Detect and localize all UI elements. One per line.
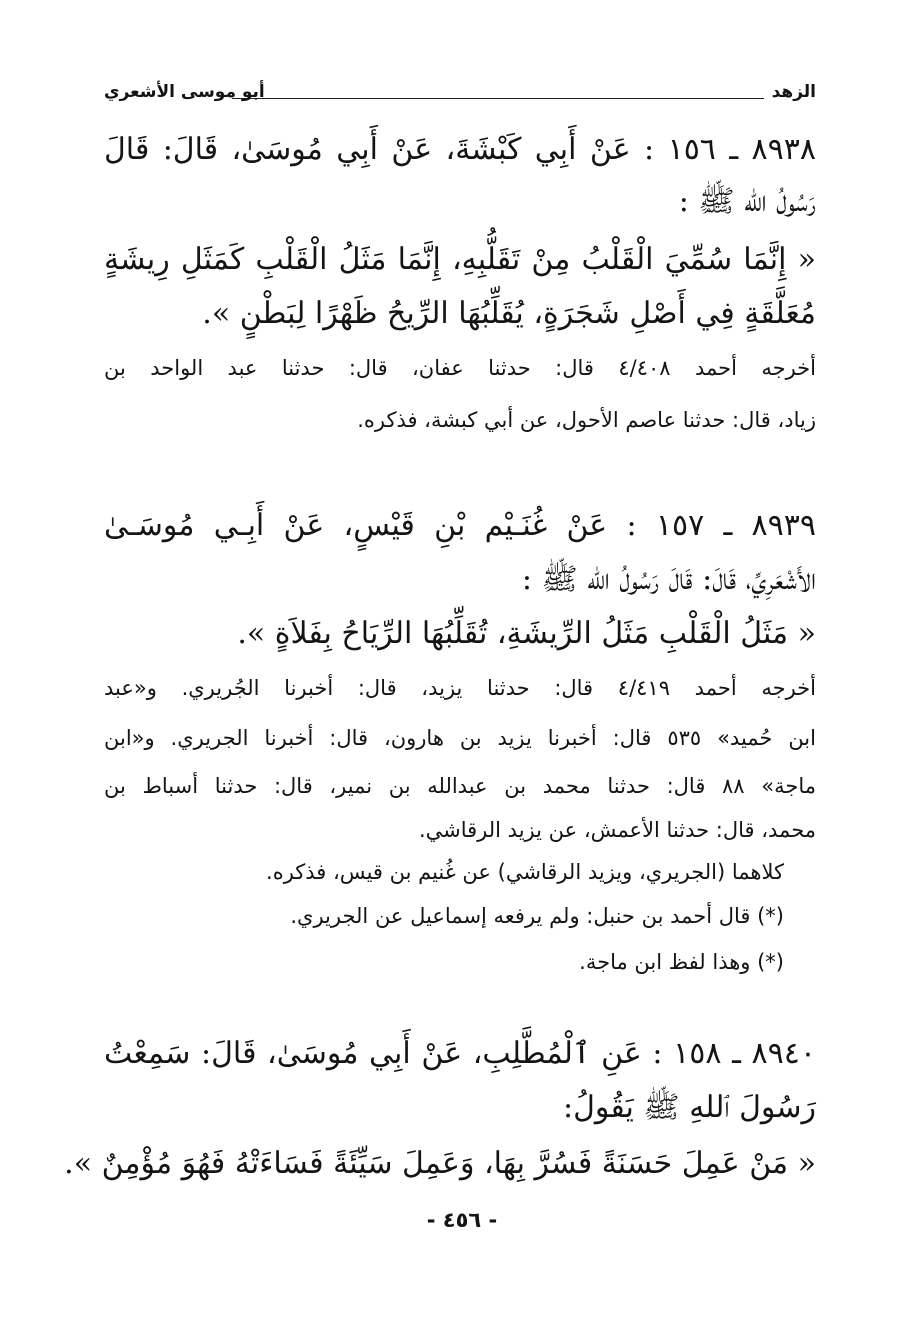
header-rule <box>232 98 764 99</box>
hadith-8939-line-1: ٨٩٣٩ ـ ١٥٧ : عَنْ غُنَـيْم بْنِ قَيْسٍ، عَنْ أَبِـي مُوسَـىٰ <box>104 508 816 543</box>
hadith-8939-note-1: كلاهما (الجريري، ويزيد الرقاشي) عن غُنيم بن قيس، فذكره. <box>266 860 784 884</box>
running-header <box>104 80 816 110</box>
hadith-8939-takhrij-2: ابن حُميد» ٥٣٥ قال: أخبرنا يزيد بن هارون، قال: أخبرنا الجريري. و«ابن <box>104 726 816 750</box>
hadith-8939-takhrij-1: أخرجه أحمد ٤/٤١٩ قال: حدثنا يزيد، قال: أخبرنا الجُريري. و«عبد <box>104 676 816 700</box>
hadith-8938-takhrij-2: زياد، قال: حدثنا عاصم الأحول، عن أبي كبشة، فذكره. <box>357 408 816 432</box>
hadith-8940-line-1: ٨٩٤٠ ـ ١٥٨ : عَنِ ٱلْمُطَّلِبِ، عَنْ أَبِي مُوسَىٰ، قَالَ: سَمِعْتُ <box>104 1036 816 1071</box>
hadith-8938-line-1: ٨٩٣٨ ـ ١٥٦ : عَنْ أَبِي كَبْشَةَ، عَنْ أَبِي مُوسَىٰ، قَالَ: قَالَ <box>104 132 816 167</box>
hadith-8938-line-2: رَسُولُ الله ﷺ : <box>678 184 816 219</box>
page-number: - ٤٥٦ - <box>426 1208 498 1232</box>
hadith-8939-takhrij-3: ماجة» ٨٨ قال: حدثنا محمد بن عبدالله بن نمير، قال: حدثنا أسباط بن <box>104 774 816 798</box>
hadith-8939-note-2: (*) قال أحمد بن حنبل: ولم يرفعه إسماعيل عن الجريري. <box>290 904 784 928</box>
hadith-8939-takhrij-4: محمد، قال: حدثنا الأعمش، عن يزيد الرقاشي. <box>418 818 816 842</box>
hadith-8939-line-3: « مَثَلُ الْقَلْبِ مَثَلُ الرِّيشَةِ، تُقَلِّبُهَا الرِّيَاحُ بِفَلاَةٍ ». <box>237 616 816 651</box>
hadith-8938-takhrij-1: أخرجه أحمد ٤/٤٠٨ قال: حدثنا عفان، قال: حدثنا عبد الواحد بن <box>104 356 816 380</box>
section-title: الزهد <box>771 82 816 102</box>
hadith-8940-line-3: « مَنْ عَمِلَ حَسَنَةً فَسُرَّ بِهَا، وَعَمِلَ سَيِّئَةً فَسَاءَتْهُ فَهُوَ مُؤْمِنٌ ». <box>64 1146 816 1181</box>
hadith-8940-line-2: رَسُولَ ٱللهِ ﷺ يَقُولُ: <box>562 1090 816 1125</box>
hadith-8938-line-3: « إِنَّمَا سُمِّيَ الْقَلْبُ مِنْ تَقَلُّبِهِ، إِنَّمَا مَثَلُ الْقَلْبِ كَمَثَلِ رِيشَةٍ <box>104 242 816 277</box>
hadith-8938-line-4: مُعَلَّقَةٍ فِي أَصْلِ شَجَرَةٍ، يُقَلِّبُهَا الرِّيحُ ظَهْرًا لِبَطْنٍ ». <box>202 296 816 331</box>
hadith-8939-note-3: (*) وهذا لفظ ابن ماجة. <box>579 950 784 974</box>
hadith-8939-line-2: الأَشْعَرِيِّ، قَالَ: قَالَ رَسُولُ الله ﷺ : <box>521 562 816 597</box>
book-title: أبو موسى الأشعري <box>104 82 265 102</box>
